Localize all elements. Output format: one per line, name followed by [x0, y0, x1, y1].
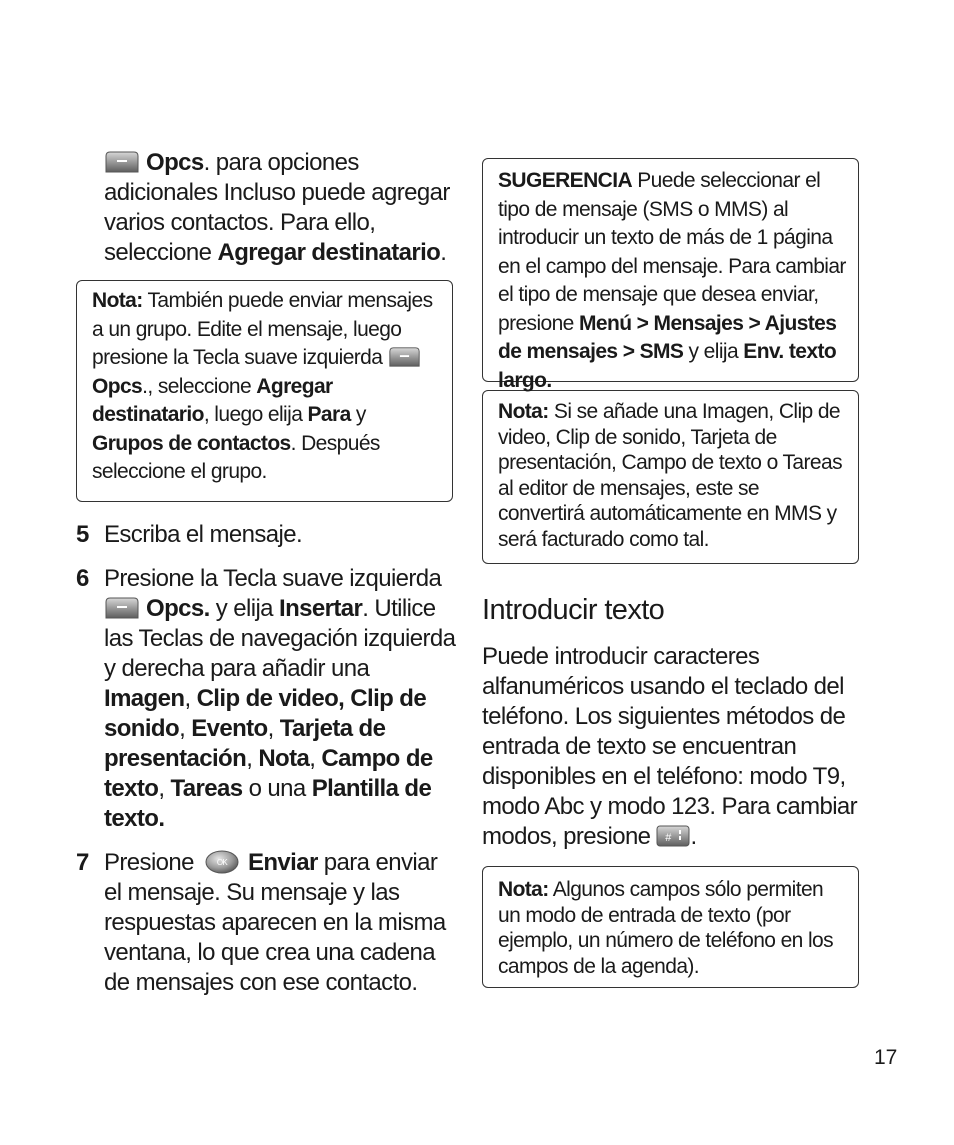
note-text: . Después seleccione el grupo.	[92, 431, 380, 483]
hash-key-icon	[656, 824, 690, 848]
note-box-fields	[482, 866, 859, 988]
step-text: o una	[242, 775, 312, 802]
campo-label: Campo de texto	[104, 745, 433, 802]
note-text: También puede enviar mensajes a un grupo. Edite el mensaje, luego presione la Tecla suave izquierda	[92, 289, 433, 369]
step-6	[76, 564, 456, 834]
section-heading: Introducir texto	[482, 594, 665, 626]
hash-key-label: #	[665, 832, 672, 844]
note-text: , luego elija	[203, 403, 308, 426]
comma: ,	[309, 745, 322, 772]
menu-path-label: Menú > Mensajes > Ajustes de mensajes > SMS	[498, 311, 837, 363]
step-text: para enviar el mensaje. Su mensaje y las respuestas aparecen en la misma ventana, lo que crea una cadena de mensajes con ese contacto.	[104, 849, 446, 996]
step-text: . Utilice las Teclas de navegación izquierda y derecha para añadir una	[104, 595, 456, 682]
intro-text: . para opciones adicionales Incluso puede agregar varios contactos. Para ello, seleccione	[104, 149, 450, 266]
note-text: y	[350, 403, 366, 426]
left-soft-key-icon	[388, 346, 421, 368]
note-label: Nota:	[498, 400, 549, 423]
opcs-label: Opcs.	[146, 595, 210, 622]
right-column	[482, 158, 859, 988]
comma: ,	[267, 715, 280, 742]
step-number: 5	[76, 521, 89, 548]
step-text: y elija	[209, 595, 279, 622]
note-text: Algunos campos sólo permiten un modo de entrada de texto (por ejemplo, un número de teléfono en los campos de la agenda).	[498, 878, 834, 978]
step-text: Escriba el mensaje.	[104, 521, 303, 548]
agregar-destinatario-label: Agregar destinatario	[92, 374, 333, 426]
intro-end: .	[440, 239, 447, 266]
body-text: Puede introducir caracteres alfanuméricos usando el teclado del teléfono. Los siguientes métodos de entrada de texto se encuentran disponibles en el teléfono: modo T9, modo Abc y modo 123. Para cambiar modos, presione	[482, 643, 858, 850]
step-text: Presione	[104, 849, 194, 876]
clip-label: Clip de video, Clip de sonido	[104, 685, 427, 742]
left-soft-key-icon	[104, 150, 140, 174]
step-number: 6	[76, 565, 89, 592]
step-5	[76, 520, 456, 550]
tip-text: y elija	[683, 340, 744, 363]
tareas-label: Tareas	[170, 775, 243, 802]
left-column	[76, 148, 456, 998]
step-number: 7	[76, 849, 89, 876]
opcs-label: Opcs	[146, 149, 204, 176]
enviar-label: Enviar	[247, 849, 318, 876]
tip-label: SUGERENCIA	[498, 169, 633, 192]
tarjeta-label: Tarjeta de presentación	[104, 715, 386, 772]
page-number: 17	[874, 1046, 898, 1069]
body-end: .	[690, 823, 697, 850]
note-text: ., seleccione	[142, 374, 257, 398]
note-text: Si se añade una Imagen, Clip de video, Clip de sonido, Tarjeta de presentación, Campo de texto o Tareas al editor de mensajes, este se convertirá automáticamente en MMS y será facturado como tal.	[498, 400, 842, 551]
step-7	[76, 848, 456, 998]
note-box-mms	[482, 390, 859, 564]
comma: ,	[246, 745, 259, 772]
comma: ,	[179, 715, 192, 742]
left-soft-key-icon	[104, 596, 140, 620]
intro-paragraph	[104, 148, 456, 268]
ok-key-icon	[204, 849, 240, 875]
step-text: Presione la Tecla suave izquierda	[104, 565, 442, 592]
comma: ,	[184, 685, 197, 712]
grupos-label: Grupos de contactos	[92, 431, 291, 455]
comma: ,	[158, 775, 171, 802]
plantilla-label: Plantilla de texto.	[104, 775, 432, 832]
env-texto-largo-label: Env. texto largo.	[498, 340, 837, 392]
agregar-destinatario-label: Agregar destinatario	[217, 239, 441, 266]
note-label: Nota:	[92, 289, 143, 312]
insertar-label: Insertar	[279, 595, 363, 622]
opcs-label: Opcs	[92, 374, 143, 398]
evento-label: Evento	[191, 715, 268, 742]
note-label: Nota:	[498, 878, 549, 901]
tip-box	[482, 158, 859, 392]
para-label: Para	[307, 403, 351, 426]
section-body	[482, 642, 859, 852]
tip-text: Puede seleccionar el tipo de mensaje (SMS o MMS) al introducir un texto de más de 1 página en el campo del mensaje. Para cambiar el tipo de mensaje que desea enviar, presione	[498, 169, 846, 335]
ok-key-label: OK	[216, 858, 228, 867]
nota-label: Nota	[258, 745, 310, 772]
note-box-group	[76, 280, 453, 502]
imagen-label: Imagen	[104, 685, 185, 712]
